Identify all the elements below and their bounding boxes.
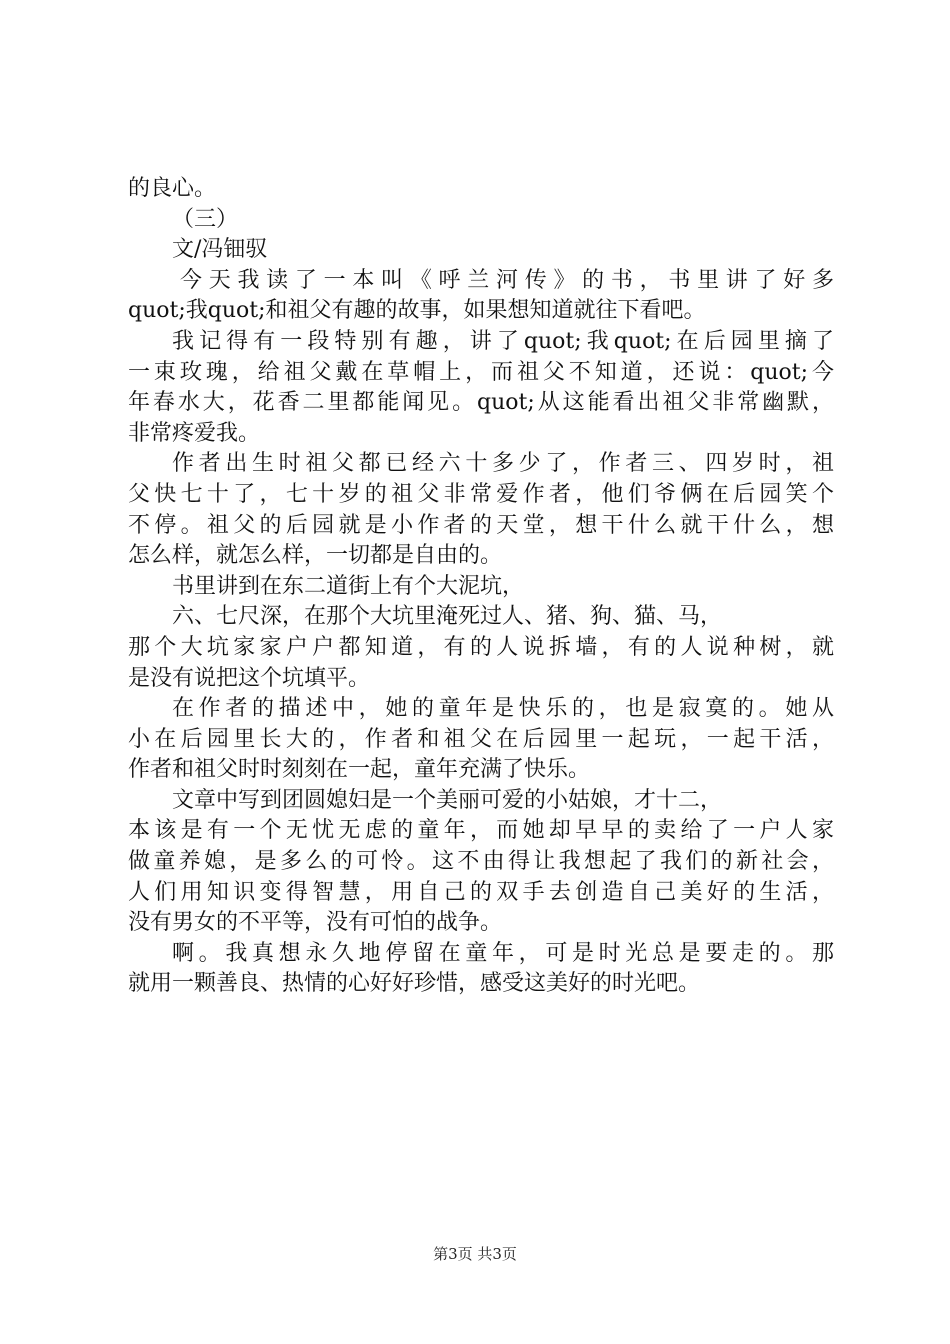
text-line: 那个大坑家家户户都知道，有的人说拆墙，有的人说种树，就 [128, 634, 834, 660]
text-line: 文章中写到团圆媳妇是一个美丽可爱的小姑娘，才十二， [172, 787, 723, 813]
text-line: 一束玫瑰，给祖父戴在草帽上，而祖父不知道，还说：quot;今 [128, 359, 834, 385]
text-line: 六、七尺深，在那个大坑里淹死过人、猪、狗、猫、马， [172, 604, 723, 630]
text-line: 今天我读了一本叫《呼兰河传》的书，书里讲了好多 [180, 267, 834, 293]
page-footer [0, 1243, 950, 1264]
text-line: 没有男女的不平等，没有可怕的战争。 [128, 910, 503, 936]
text-line: 父快七十了，七十岁的祖父非常爱作者，他们爷俩在后园笑个 [128, 481, 834, 507]
text-line: 人们用知识变得智慧，用自己的双手去创造自己美好的生活， [128, 879, 834, 905]
text-line: 就用一颗善良、热情的心好好珍惜，感受这美好的时光吧。 [128, 971, 701, 997]
text-line: 作者和祖父时时刻刻在一起，童年充满了快乐。 [128, 757, 591, 783]
section-heading: （三） [172, 206, 239, 232]
page-number-label: 第3页 共3页 [433, 1245, 517, 1263]
text-line: 年春水大，花香二里都能闻见。quot;从这能看出祖父非常幽默， [128, 390, 834, 416]
document-body [128, 174, 834, 1000]
text-line: quot;我quot;和祖父有趣的故事，如果想知道就往下看吧。 [128, 298, 706, 324]
text-line: 作者出生时祖父都已经六十多少了，作者三、四岁时，祖 [172, 451, 834, 477]
text-line: 做童养媳，是多么的可怜。这不由得让我想起了我们的新社会， [128, 849, 834, 875]
text-line: 的良心。 [128, 176, 217, 201]
text-line: 不停。祖父的后园就是小作者的天堂，想干什么就干什么，想 [128, 512, 834, 538]
text-line: 啊。我真想永久地停留在童年，可是时光总是要走的。那 [172, 940, 834, 966]
author-byline: 文/冯钿驭 [172, 237, 268, 263]
text-line: 我记得有一段特别有趣，讲了quot;我quot;在后园里摘了 [172, 328, 834, 354]
text-line: 是没有说把这个坑填平。 [128, 665, 371, 691]
text-line: 小在后园里长大的，作者和祖父在后园里一起玩，一起干活， [128, 726, 834, 752]
text-line: 书里讲到在东二道街上有个大泥坑， [172, 573, 525, 599]
text-line: 非常疼爱我。 [128, 420, 261, 446]
text-line: 本该是有一个无忧无虑的童年，而她却早早的卖给了一户人家 [128, 818, 834, 844]
text-line: 在作者的描述中，她的童年是快乐的，也是寂寞的。她从 [172, 696, 834, 722]
text-line: 怎么样，就怎么样，一切都是自由的。 [128, 543, 503, 569]
